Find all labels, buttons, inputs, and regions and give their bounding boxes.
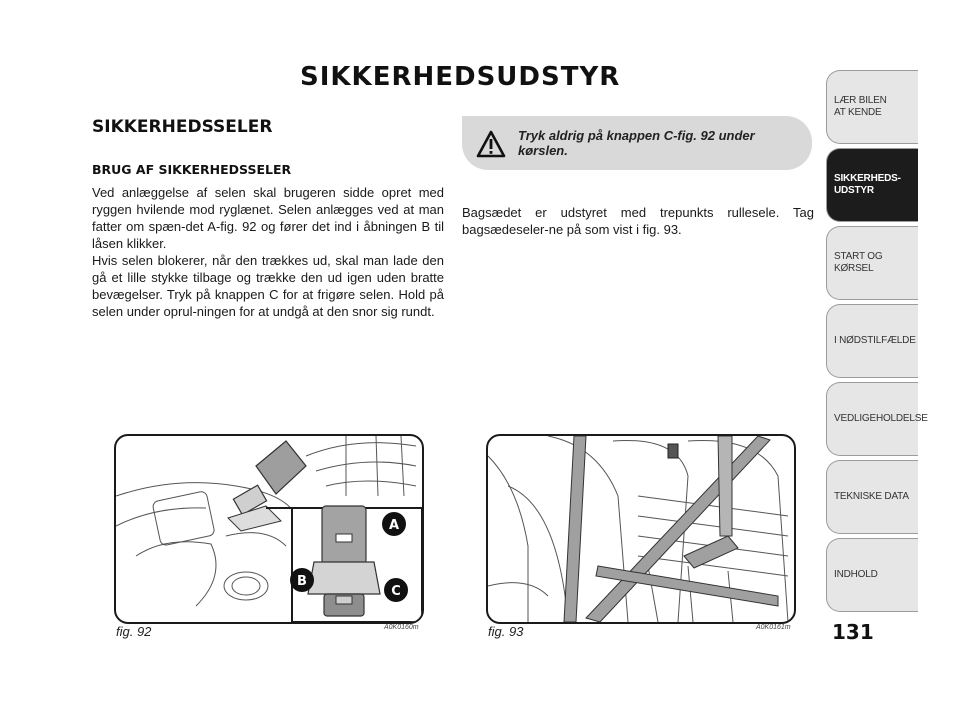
nav-tab-tekniske-data[interactable] (826, 460, 918, 534)
rear-seat-text: Bagsædet er udstyret med trepunkts rullesele. Tag bagsædeseler-ne på som vist i fig. 93. (462, 205, 814, 237)
callout-b (290, 568, 314, 592)
callout-c (384, 578, 408, 602)
nav-tab-indhold[interactable] (826, 538, 918, 612)
warning-triangle-icon (476, 130, 506, 158)
svg-text:A: A (388, 518, 400, 533)
nav-tab-label: I NØDSTILFÆLDE (834, 335, 916, 346)
rear-seat-belts-illustration (488, 436, 794, 622)
nav-tab-sikkerhedsudstyr[interactable] (826, 148, 918, 222)
svg-text:B: B (297, 574, 307, 589)
nav-tab-label: INDHOLD (834, 569, 878, 580)
page-number: 131 (832, 620, 874, 644)
body-text (92, 184, 444, 320)
nav-tab-label: VEDLIGEHOLDELSE (834, 413, 928, 424)
figure-caption: fig. 92 (116, 624, 152, 639)
nav-tab-label: SIKKERHEDS- UDSTYR (834, 173, 901, 196)
callout-a (382, 512, 406, 536)
body-paragraph: Hvis selen blokerer, når den trækkes ud, skal man lade den gå et lille stykke tilbage og trække den ud igen uden bratte bevægelser. Tryk på knappen C for at frigøre selen. Hold på selen under oprul-ningen for at undgå at den snor sig rundt. (92, 253, 444, 319)
warning-box (462, 116, 812, 170)
figure-code: A0K0161m (756, 624, 791, 631)
svg-text:C: C (391, 584, 401, 599)
nav-tab-label: START OG KØRSEL (834, 251, 883, 274)
nav-tab-label: LÆR BILEN AT KENDE (834, 95, 887, 118)
figure-code: A0K0160m (384, 624, 419, 631)
page-title: SIKKERHEDSUDSTYR (300, 62, 621, 92)
figure-93 (486, 434, 796, 624)
body-paragraph: Ved anlæggelse af selen skal brugeren sidde opret med ryggen hvilende mod ryglænet. Selen anlægges ved at man fatter om spæn-det A-fig. 92 og fører det ind i åbningen B til låsen klikker. (92, 185, 444, 251)
section-title: SIKKERHEDSSELER (92, 117, 273, 137)
figure-caption: fig. 93 (488, 624, 524, 639)
nav-tab-laer-bilen[interactable] (826, 70, 918, 144)
subsection-title: BRUG AF SIKKERHEDSSELER (92, 162, 292, 177)
warning-text: Tryk aldrig på knappen C-fig. 92 under kørslen. (518, 128, 755, 158)
nav-tab-label: TEKNISKE DATA (834, 491, 909, 502)
nav-tab-nodstilfaelde[interactable] (826, 304, 918, 378)
nav-tab-vedligeholdelse[interactable] (826, 382, 928, 456)
nav-tab-start-og-korsel[interactable] (826, 226, 918, 300)
seatbelt-buckle-illustration (116, 436, 422, 622)
figure-92 (114, 434, 424, 624)
